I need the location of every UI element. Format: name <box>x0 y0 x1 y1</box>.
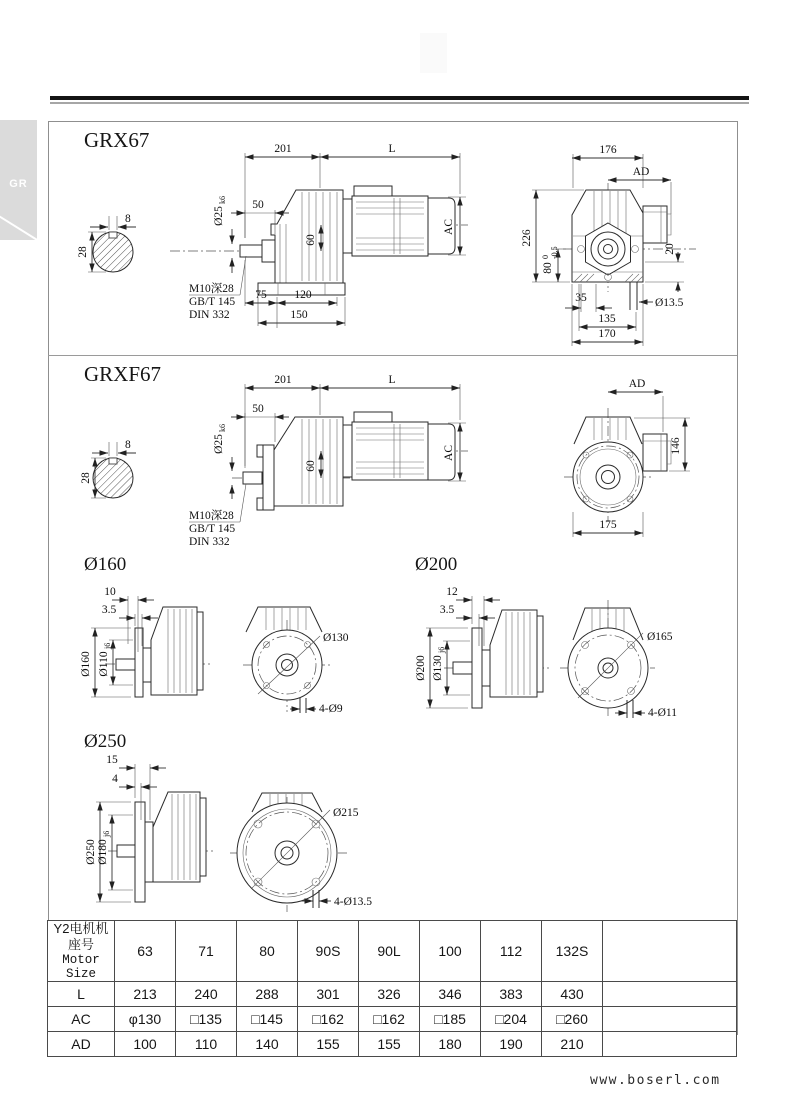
dim-label: Ø250 <box>85 839 97 865</box>
section-title-grxf67: GRXF67 <box>84 362 162 386</box>
flange250-side-view <box>85 754 215 902</box>
table-cell: 240 <box>176 982 237 1007</box>
table-cell: 326 <box>359 982 420 1007</box>
svg-text:-0.5: -0.5 <box>550 246 559 259</box>
dim-label: 50 <box>252 199 264 211</box>
table-cell: □185 <box>420 1007 481 1032</box>
flange-plate <box>263 445 274 510</box>
dim-spigot-diameter <box>98 643 112 677</box>
dim-label: 8 <box>125 213 131 225</box>
table-cell: 155 <box>359 1032 420 1057</box>
dim-label: 201 <box>274 143 292 155</box>
svg-text:0: 0 <box>541 255 550 259</box>
gearbox-housing <box>153 792 200 882</box>
table-cell: 210 <box>542 1032 603 1057</box>
dim-label: AD <box>628 378 646 390</box>
svg-text:Ø25: Ø25 <box>213 206 225 226</box>
table-cell: 288 <box>237 982 298 1007</box>
table-cell: □162 <box>359 1007 420 1032</box>
table-cell: 180 <box>420 1032 481 1057</box>
table-cell: 100 <box>115 1032 176 1057</box>
table-row-AD <box>48 1032 737 1057</box>
flange-plate <box>472 628 482 708</box>
table-cell: 301 <box>298 982 359 1007</box>
table-cell: 190 <box>481 1032 542 1057</box>
table-cell: 155 <box>298 1032 359 1057</box>
table-row-label: AD <box>48 1032 115 1057</box>
flange-plate <box>135 802 145 902</box>
dim-shaft-diameter <box>213 196 227 226</box>
svg-text:Ø110: Ø110 <box>98 651 110 677</box>
dim-spigot-diameter <box>97 831 111 865</box>
dim-label: 226 <box>521 229 533 247</box>
dim-label: 3.5 <box>439 604 455 616</box>
flange250-front-view <box>230 793 372 912</box>
table-cell: φ130 <box>115 1007 176 1032</box>
output-shaft <box>117 845 135 857</box>
dim-label: 4-Ø13.5 <box>334 896 373 908</box>
grx67-shaft-section <box>77 213 136 272</box>
svg-text:Ø180: Ø180 <box>97 839 109 865</box>
dim-shaft-diameter <box>213 424 227 454</box>
flange200-front-view <box>560 600 677 719</box>
table-cell: 213 <box>115 982 176 1007</box>
table-row-label: AC <box>48 1007 115 1032</box>
dim-label: Ø165 <box>647 631 673 643</box>
grxf67-shaft-section <box>80 439 136 498</box>
dim-label: 60 <box>305 460 317 472</box>
svg-text:j6: j6 <box>102 830 111 837</box>
dim-label: 12 <box>446 586 458 598</box>
motor-body <box>352 422 428 480</box>
output-shaft <box>116 659 135 670</box>
edge-tab-label: GR <box>9 178 28 190</box>
tap-note: M10深28 <box>189 510 234 522</box>
tap-note: M10深28 <box>189 283 234 295</box>
section-title-flange160: Ø160 <box>84 554 127 575</box>
flange200-side-view <box>415 586 550 708</box>
table-cell-empty <box>603 1007 737 1032</box>
table-row-L <box>48 982 737 1007</box>
dim-label: 8 <box>125 439 131 451</box>
table-row-header <box>48 921 737 982</box>
table-cell-empty <box>603 1032 737 1057</box>
output-shaft <box>453 662 472 674</box>
grxf67-front-view <box>564 378 690 537</box>
svg-text:k6: k6 <box>218 424 227 432</box>
table-cell: 90L <box>359 921 420 982</box>
table-cell: 383 <box>481 982 542 1007</box>
dim-spigot-diameter <box>432 647 446 681</box>
motor-body <box>352 196 428 256</box>
section-title-flange250: Ø250 <box>84 731 127 752</box>
section-title-grx67: GRX67 <box>84 128 150 152</box>
dim-label: 175 <box>599 519 617 531</box>
dim-label: 10 <box>104 586 116 598</box>
flange160-side-view <box>80 586 212 697</box>
table-cell: □135 <box>176 1007 237 1032</box>
dim-label: 20 <box>664 243 676 255</box>
grx67-front-view <box>521 144 696 346</box>
standard-note: GB/T 145 <box>189 296 236 308</box>
dim-label: AD <box>632 166 650 178</box>
flange-circle <box>573 442 643 512</box>
foot-hole <box>630 282 637 310</box>
dim-label: Ø130 <box>323 632 349 644</box>
website-url: www.boserl.com <box>590 1073 721 1088</box>
dim-label: 4-Ø11 <box>648 707 677 719</box>
terminal-box <box>643 206 667 243</box>
table-row-label: L <box>48 982 115 1007</box>
dim-label: Ø200 <box>415 655 427 681</box>
standard-note: GB/T 145 <box>189 523 236 535</box>
dim-toleranced-height <box>541 246 559 273</box>
svg-text:Ø130: Ø130 <box>432 655 444 681</box>
dim-label: Ø215 <box>333 807 359 819</box>
dim-label: 4-Ø9 <box>319 703 343 715</box>
dim-label: L <box>388 374 396 386</box>
dim-label: Ø160 <box>80 651 92 677</box>
grx67-side-view <box>170 143 468 328</box>
table-cell: 112 <box>481 921 542 982</box>
section-title-flange200: Ø200 <box>415 554 458 575</box>
dim-label: 35 <box>575 292 587 304</box>
dim-label: L <box>388 143 396 155</box>
dim-label: 170 <box>598 328 616 340</box>
standard-note: DIN 332 <box>189 536 230 548</box>
table-cell: □204 <box>481 1007 542 1032</box>
svg-text:k6: k6 <box>218 196 227 204</box>
table-cell: 140 <box>237 1032 298 1057</box>
table-cell: 110 <box>176 1032 237 1057</box>
dim-label: 135 <box>598 313 616 325</box>
output-shaft <box>243 472 262 484</box>
motor-size-table <box>47 920 737 1057</box>
dim-label: 150 <box>290 309 308 321</box>
motor-size-label-cn: Y2电机机座号 <box>53 921 109 952</box>
table-cell: □260 <box>542 1007 603 1032</box>
dim-label: 28 <box>77 246 89 258</box>
terminal-box <box>354 186 392 196</box>
dim-label: 4 <box>112 773 118 785</box>
table-header-label <box>48 921 115 982</box>
table-cell-empty <box>603 921 737 982</box>
table-cell: 346 <box>420 982 481 1007</box>
table-cell-empty <box>603 982 737 1007</box>
dim-label: AC <box>443 219 455 235</box>
output-shaft <box>240 245 262 257</box>
dim-label: 120 <box>294 289 312 301</box>
table-cell: 430 <box>542 982 603 1007</box>
dim-label: 50 <box>252 403 264 415</box>
motor-size-label-en: Motor Size <box>62 953 100 981</box>
dim-label: 201 <box>274 374 292 386</box>
housing-top <box>246 607 322 632</box>
terminal-box <box>643 434 667 471</box>
svg-text:j6: j6 <box>103 642 112 649</box>
dim-label: Ø13.5 <box>655 297 684 309</box>
dim-label: 60 <box>305 234 317 246</box>
svg-text:j6: j6 <box>437 646 446 653</box>
svg-text:80: 80 <box>542 262 554 274</box>
terminal-box <box>354 412 392 422</box>
standard-note: DIN 332 <box>189 309 230 321</box>
dim-label: 176 <box>599 144 617 156</box>
table-cell: 80 <box>237 921 298 982</box>
dim-label: 3.5 <box>101 604 117 616</box>
flange160-front-view <box>243 607 349 715</box>
table-cell: □145 <box>237 1007 298 1032</box>
table-cell: 90S <box>298 921 359 982</box>
table-cell: 132S <box>542 921 603 982</box>
table-cell: 71 <box>176 921 237 982</box>
dim-label: 15 <box>106 754 118 766</box>
dim-label: 146 <box>670 437 682 455</box>
svg-text:Ø25: Ø25 <box>213 434 225 454</box>
table-cell: 100 <box>420 921 481 982</box>
table-cell: □162 <box>298 1007 359 1032</box>
dim-label: AC <box>443 445 455 461</box>
table-cell: 63 <box>115 921 176 982</box>
table-row-AC <box>48 1007 737 1032</box>
grxf67-side-view <box>189 374 468 548</box>
dim-label: 28 <box>80 472 92 484</box>
dim-label: 75 <box>255 289 267 301</box>
